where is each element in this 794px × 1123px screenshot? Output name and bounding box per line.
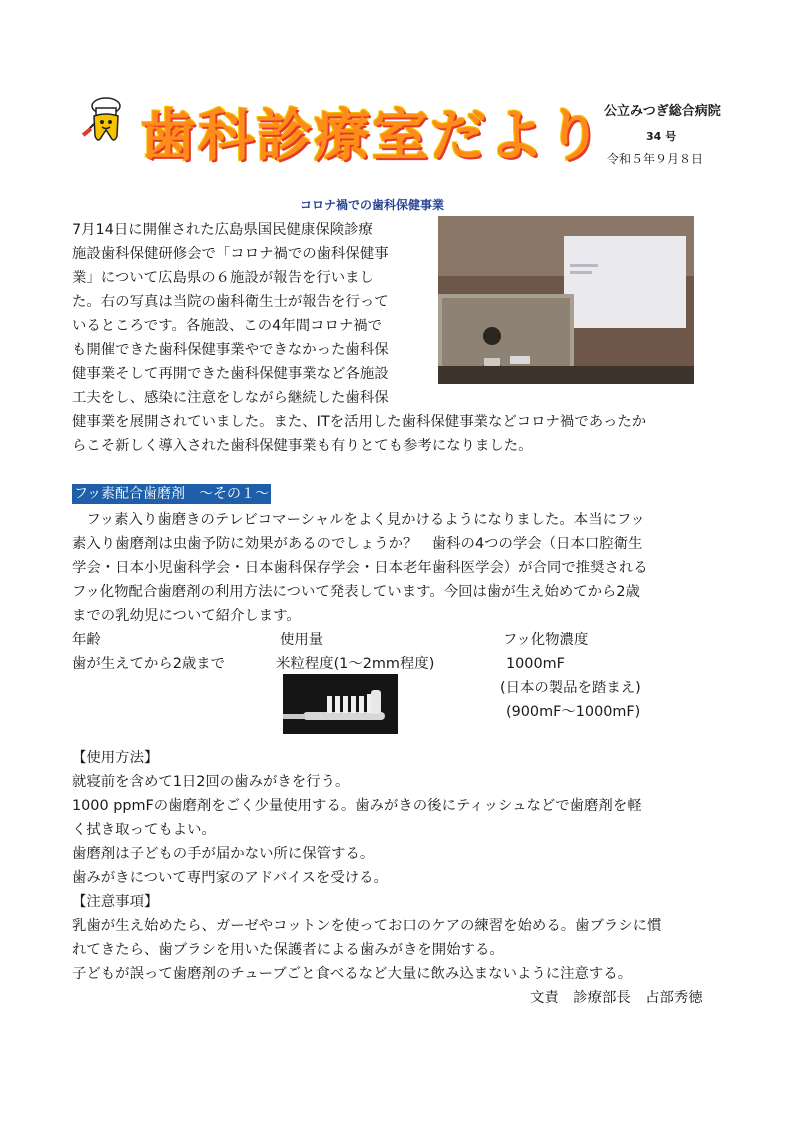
tooth-mascot-icon	[80, 96, 128, 146]
usage-line: 歯みがきについて専門家のアドバイスを受ける。	[72, 870, 388, 886]
section2-intro-line: 学会・日本小児歯科学会・日本歯科保存学会・日本老年歯科医学会）が合同で推奨される	[72, 560, 648, 576]
caution-heading: 【注意事項】	[72, 894, 159, 910]
section2-intro-line: フッ素入り歯磨きのテレビコマーシャルをよく見かけるようになりました。本当にフッ	[72, 512, 645, 528]
issue-date: 令和５年９月８日	[607, 152, 704, 166]
section1-line: らこそ新しく導入された歯科保健事業も有りとても参考になりました。	[72, 438, 533, 454]
section1-line: も開催できた歯科保健事業やできなかった歯科保	[72, 342, 389, 358]
section1-line: 7月14日に開催された広島県国民健康保険診療	[72, 222, 373, 238]
section1-heading: コロナ禍での歯科保健事業	[300, 198, 445, 212]
usage-line: 歯磨剤は子どもの手が届かない所に保管する。	[72, 846, 375, 862]
section2-intro-line: までの乳幼児について紹介します。	[72, 608, 301, 624]
newsletter-title: 歯科診療室だより	[140, 103, 604, 169]
caution-line: 子どもが誤って歯磨剤のチューブごと食べるなど大量に飲み込まないように注意する。	[72, 966, 633, 982]
table-header-amount: 使用量	[280, 632, 324, 648]
table-cell-age: 歯が生えてから2歳まで	[72, 656, 226, 672]
table-header-concentration: フッ化物濃度	[503, 632, 589, 648]
table-header-age: 年齢	[72, 632, 101, 648]
author-credit: 文責 診療部長 占部秀徳	[530, 990, 703, 1006]
section1-line: 健事業そして再開できた歯科保健事業など各施設	[72, 366, 389, 382]
presentation-photo	[438, 216, 694, 384]
section2-intro-line: フッ化物配合歯磨剤の利用方法について発表しています。今回は歯が生え始めてから2歳	[72, 584, 640, 600]
section1-line: た。右の写真は当院の歯科衛生士が報告を行って	[72, 294, 389, 310]
table-cell-amount: 米粒程度(1～2mm程度)	[276, 656, 435, 672]
section2-intro-line: 素入り歯磨剤は虫歯予防に効果があるのでしょうか？ 歯科の4つの学会（日本口腔衛生	[72, 536, 643, 552]
table-cell-concentration: 1000mF	[506, 656, 565, 672]
organization-name: 公立みつぎ総合病院	[604, 104, 721, 119]
usage-line: 1000 ppmFの歯磨剤をごく少量使用する。歯みがきの後にティッシュなどで歯磨剤を軽	[72, 798, 642, 814]
section1-line: 施設歯科保健研修会で「コロナ禍での歯科保健事	[72, 246, 389, 262]
caution-line: れてきたら、歯ブラシを用いた保護者による歯みがきを開始する。	[72, 942, 504, 958]
concentration-note: (日本の製品を踏まえ)	[500, 680, 641, 696]
section1-line: いるところです。各施設、この4年間コロナ禍で	[72, 318, 383, 334]
usage-line: 就寝前を含めて1日2回の歯みがきを行う。	[72, 774, 350, 790]
issue-number: 34 号	[646, 130, 677, 143]
section1-line: 業」について広島県の６施設が報告を行いまし	[72, 270, 374, 286]
toothbrush-icon	[283, 674, 398, 734]
section1-line: 工夫をし、感染に注意をしながら継続した歯科保	[72, 390, 389, 406]
section2-heading: フッ素配合歯磨剤 ～その１～	[74, 486, 270, 502]
caution-line: 乳歯が生え始めたら、ガーゼやコットンを使ってお口のケアの練習を始める。歯ブラシに慣	[72, 918, 662, 934]
usage-line: く拭き取ってもよい。	[72, 822, 216, 838]
usage-heading: 【使用方法】	[72, 750, 159, 766]
section1-line: 健事業を展開されていました。また、ITを活用した歯科保健事業などコロナ禍であったか	[72, 414, 647, 430]
concentration-range: (900mF～1000mF)	[506, 704, 641, 720]
